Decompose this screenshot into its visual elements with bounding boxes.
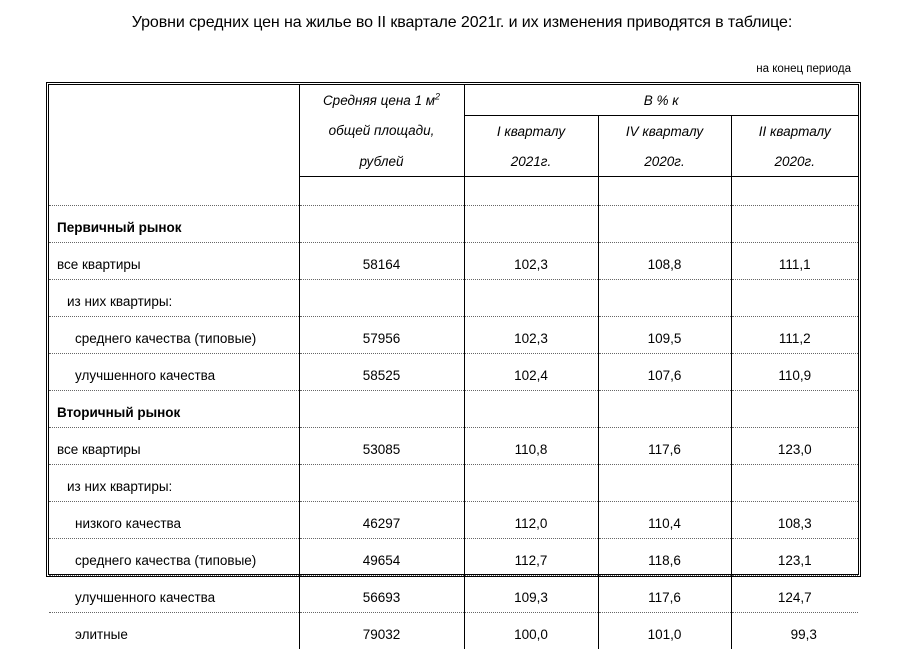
page-heading: Уровни средних цен на жилье во II квартале 2021г. и их изменения приводятся в таблице: (0, 14, 924, 32)
table-row (49, 391, 858, 428)
cell-q1-2021: 102,4 (464, 354, 598, 391)
table-row (49, 576, 858, 613)
header-blank-cell (49, 85, 299, 177)
price-table (49, 85, 858, 649)
table-row (49, 502, 858, 539)
row-label: из них квартиры: (49, 280, 299, 317)
cell-q1-2021: 110,8 (464, 428, 598, 465)
cell-q1-2021 (464, 280, 598, 317)
cell-q1-2021: 112,0 (464, 502, 598, 539)
table-row (49, 317, 858, 354)
cell-price: 49654 (299, 539, 464, 576)
cell-q4-2020 (598, 206, 731, 243)
cell-q2-2020 (731, 391, 858, 428)
cell-q4-2020 (598, 391, 731, 428)
cell-q4-2020: 117,6 (598, 576, 731, 613)
table-row (49, 465, 858, 502)
table-row (49, 539, 858, 576)
table-row (49, 613, 858, 649)
cell-q4-2020: 110,4 (598, 502, 731, 539)
cell-price (299, 206, 464, 243)
cell-q4-2020: 108,8 (598, 243, 731, 280)
cell-q2-2020: 124,7 (731, 576, 858, 613)
cell-price (299, 391, 464, 428)
cell-q1-2021: 102,3 (464, 317, 598, 354)
row-label: улучшенного качества (49, 576, 299, 613)
row-label: среднего качества (типовые) (49, 539, 299, 576)
header-q2-2020-line1: II кварталу (731, 116, 858, 147)
row-label: элитные (49, 613, 299, 649)
table-row (49, 243, 858, 280)
row-label: низкого качества (49, 502, 299, 539)
cell-q2-2020 (731, 465, 858, 502)
cell-q1-2021: 112,7 (464, 539, 598, 576)
cell-q1-2021 (464, 465, 598, 502)
cell-price: 58164 (299, 243, 464, 280)
row-label: из них квартиры: (49, 465, 299, 502)
cell-price: 57956 (299, 317, 464, 354)
table-row (49, 280, 858, 317)
cell-q1-2021: 100,0 (464, 613, 598, 649)
cell-q4-2020 (598, 280, 731, 317)
cell-price (299, 280, 464, 317)
cell-price: 46297 (299, 502, 464, 539)
cell-q2-2020 (731, 206, 858, 243)
cell-q2-2020: 108,3 (731, 502, 858, 539)
cell-q4-2020: 109,5 (598, 317, 731, 354)
cell-q1-2021 (464, 206, 598, 243)
header-percent-group: В % к (464, 85, 858, 116)
cell-q1-2021: 109,3 (464, 576, 598, 613)
header-q4-2020-line2: 2020г. (598, 146, 731, 177)
table-row (49, 206, 858, 243)
row-label: среднего качества (типовые) (49, 317, 299, 354)
cell-q1-2021: 102,3 (464, 243, 598, 280)
row-label: улучшенного качества (49, 354, 299, 391)
cell-q1-2021 (464, 391, 598, 428)
spacer-row (49, 177, 858, 206)
header-q1-2021-line1: I кварталу (464, 116, 598, 147)
cell-price: 56693 (299, 576, 464, 613)
cell-q2-2020: 111,1 (731, 243, 858, 280)
cell-q4-2020: 118,6 (598, 539, 731, 576)
header-price-line3: рублей (299, 146, 464, 177)
row-label: все квартиры (49, 243, 299, 280)
cell-price (299, 465, 464, 502)
cell-q4-2020: 101,0 (598, 613, 731, 649)
cell-q4-2020: 107,6 (598, 354, 731, 391)
cell-price: 79032 (299, 613, 464, 649)
cell-q4-2020: 117,6 (598, 428, 731, 465)
header-q1-2021-line2: 2021г. (464, 146, 598, 177)
header-q2-2020-line2: 2020г. (731, 146, 858, 177)
cell-q4-2020 (598, 465, 731, 502)
row-label: все квартиры (49, 428, 299, 465)
cell-price: 53085 (299, 428, 464, 465)
row-label-primary-market: Первичный рынок (49, 206, 299, 243)
cell-q2-2020: 123,0 (731, 428, 858, 465)
cell-price: 58525 (299, 354, 464, 391)
cell-q2-2020: 111,2 (731, 317, 858, 354)
unit-note: на конец периода (756, 63, 851, 75)
cell-q2-2020 (731, 280, 858, 317)
cell-q2-2020: 110,9 (731, 354, 858, 391)
header-price-line1: Средняя цена 1 $м^2$ (299, 85, 464, 116)
row-label-secondary-market: Вторичный рынок (49, 391, 299, 428)
header-q4-2020-line1: IV кварталу (598, 116, 731, 147)
price-table-frame (46, 82, 861, 577)
table-row (49, 354, 858, 391)
cell-q2-2020: 123,1 (731, 539, 858, 576)
header-price-line2: общей площади, (299, 116, 464, 147)
table-row (49, 428, 858, 465)
cell-q2-2020: 99,3 (731, 613, 858, 649)
